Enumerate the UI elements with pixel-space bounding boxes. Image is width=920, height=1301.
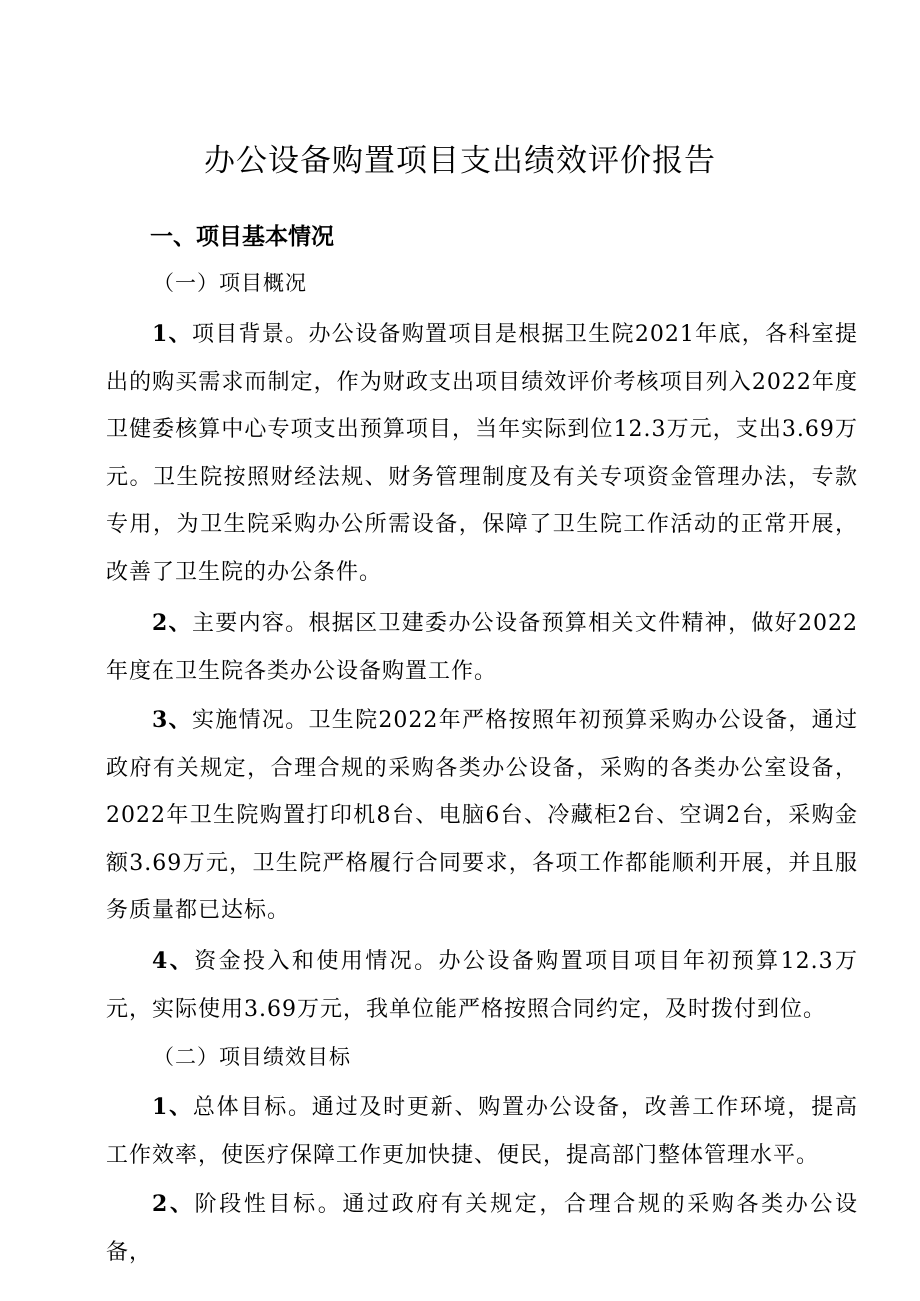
- paragraph-stage-goal: [106, 1181, 858, 1276]
- paragraph-funding: [106, 938, 858, 1033]
- paragraph-text: 总体目标。通过及时更新、购置办公设备，改善工作环境，提高工作效率，使医疗保障工作更加快捷、便民，提高部门整体管理水平。: [106, 1095, 858, 1168]
- subsection-heading-overview: （一）项目概况: [153, 271, 307, 295]
- paragraph-number: 2、: [152, 610, 192, 636]
- paragraph-text: 主要内容。根据区卫建委办公设备预算相关文件精神，做好2022年度在卫生院各类办公设备购置工作。: [106, 611, 858, 684]
- paragraph-main-content: [106, 600, 858, 695]
- document-title: 办公设备购置项目支出绩效评价报告: [204, 143, 716, 179]
- paragraph-text: 阶段性目标。通过政府有关规定，合理合规的采购各类办公设备，: [106, 1192, 858, 1265]
- subsection-heading-performance-goals: （二）项目绩效目标: [153, 1045, 351, 1069]
- section-heading-basic-info: 一、项目基本情况: [150, 224, 334, 250]
- paragraph-implementation: [106, 697, 858, 935]
- paragraph-number: 4、: [152, 948, 195, 974]
- paragraph-number: 1、: [152, 1094, 193, 1120]
- paragraph-background: [106, 311, 858, 596]
- paragraph-text: 资金投入和使用情况。办公设备购置项目项目年初预算12.3万元，实际使用3.69万元，我单位能严格按照合同约定，及时拨付到位。: [106, 949, 858, 1022]
- paragraph-number: 2、: [152, 1191, 195, 1217]
- paragraph-text: 项目背景。办公设备购置项目是根据卫生院2021年底，各科室提出的购买需求而制定，作为财政支出项目绩效评价考核项目列入2022年度卫健委核算中心专项支出预算项目，当年实际到位12.3万元，支出3.69万元。卫生院按照财经法规、财务管理制度及有关专项资金管理办法，专款专用，为卫生院采购办公所需设备，保障了卫生院工作活动的正常开展，改善了卫生院的办公条件。: [106, 322, 858, 585]
- paragraph-number: 1、: [152, 321, 192, 347]
- paragraph-text: 实施情况。卫生院2022年严格按照年初预算采购办公设备，通过政府有关规定，合理合规的采购各类办公设备，采购的各类办公室设备，2022年卫生院购置打印机8台、电脑6台、冷藏柜2台、空调2台，采购金额3.69万元，卫生院严格履行合同要求，各项工作都能顺利开展，并且服务质量都已达标。: [106, 708, 858, 923]
- paragraph-number: 3、: [152, 707, 192, 733]
- paragraph-overall-goal: [106, 1084, 858, 1179]
